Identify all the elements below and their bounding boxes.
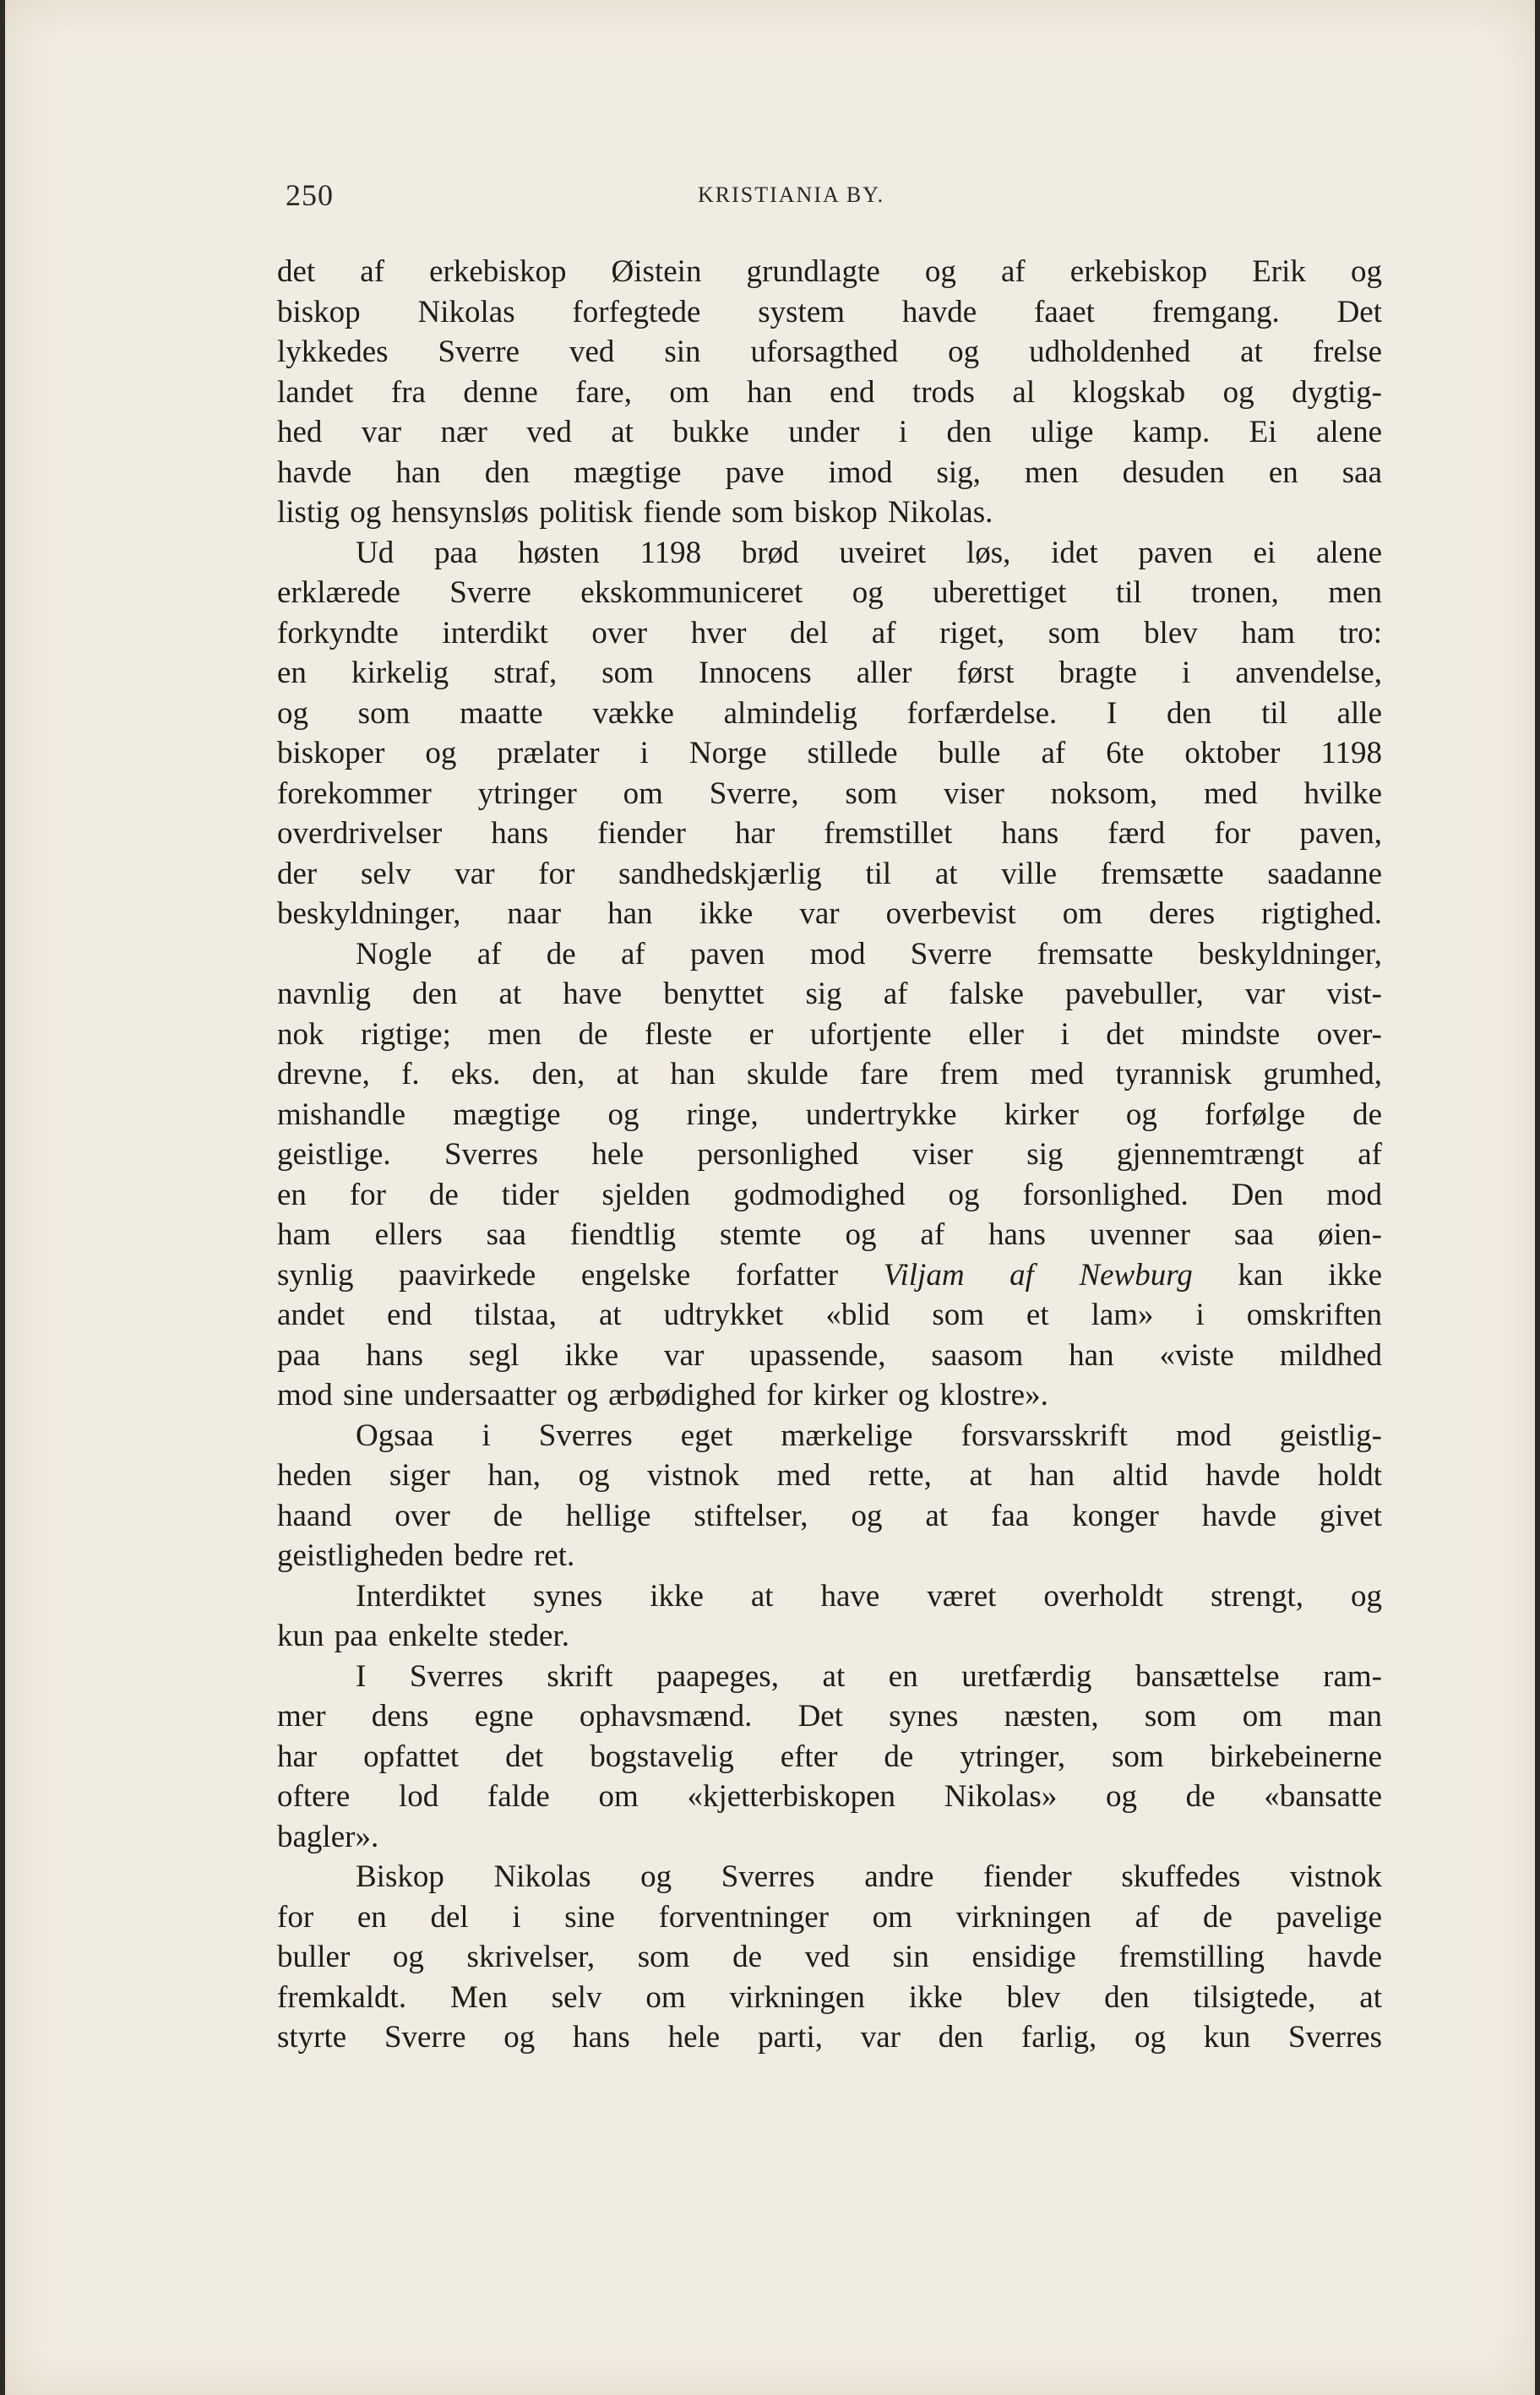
text-line: Nogle af de af paven mod Sverre fremsatte beskyldninger, (356, 936, 1382, 972)
body-text (277, 252, 1382, 2058)
text-line: en for de tider sjelden godmodighed og forsonlighed. Den mod (277, 1177, 1382, 1212)
text-line: oftere lod falde om «kjetterbiskopen Nikolas» og de «bansatte (277, 1779, 1382, 1814)
text-line: ham ellers saa fiendtlig stemte og af hans uvenner saa øien- (277, 1217, 1382, 1252)
text-line: heden siger han, og vistnok med rette, at han altid havde holdt (277, 1458, 1382, 1493)
text-line: der selv var for sandhedskjærlig til at ville fremsætte saadanne (277, 856, 1382, 891)
text-line: landet fra denne fare, om han end trods al klogskab og dygtig- (277, 374, 1382, 410)
text-line: andet end tilstaa, at udtrykket «blid som et lam» i omskriften (277, 1298, 1382, 1332)
text-line: nok rigtige; men de fleste er ufortjente eller i det mindste over- (277, 1016, 1382, 1052)
text-line: Ud paa høsten 1198 brød uveiret løs, idet paven ei alene (356, 535, 1382, 570)
running-title: KRISTIANIA BY. (698, 182, 885, 207)
text-line: I Sverres skrift paapeges, at en uretfærdig bansættelse ram- (356, 1658, 1382, 1694)
text-line: beskyldninger, naar han ikke var overbevist om deres rigtighed. (277, 896, 1382, 931)
text-line: mod sine undersaatter og ærbødighed for kirker og klostre». (277, 1378, 1048, 1413)
text-line: kun paa enkelte steder. (277, 1619, 569, 1653)
text-line: fremkaldt. Men selv om virkningen ikke blev den tilsigtede, at (277, 1979, 1382, 2015)
text-line: geistligheden bedre ret. (277, 1538, 575, 1573)
text-line: forkyndte interdikt over hver del af riget, som blev ham tro: (277, 615, 1382, 650)
text-line: navnlig den at have benyttet sig af falske pavebuller, var vist- (277, 977, 1382, 1011)
text-line: erklærede Sverre ekskommuniceret og uberettiget til tronen, men (277, 575, 1382, 610)
text-line: hed var nær ved at bukke under i den ulige kamp. Ei alene (277, 415, 1382, 449)
text-line: Ogsaa i Sverres eget mærkelige forsvarsskrift mod geistlig- (356, 1418, 1382, 1453)
text-line: det af erkebiskop Øistein grundlagte og af erkebiskop Erik og (277, 254, 1382, 289)
text-line: listig og hensynsløs politisk fiende som biskop Nikolas. (277, 495, 993, 530)
text-line: for en del i sine forventninger om virkningen af de pavelige (277, 1899, 1382, 1935)
text-line: forekommer ytringer om Sverre, som viser noksom, med hvilke (277, 776, 1382, 811)
book-page (5, 0, 1535, 2395)
text-line: bagler». (277, 1819, 379, 1854)
page-number: 250 (286, 178, 334, 212)
text-line: en kirkelig straf, som Innocens aller først bragte i anvendelse, (277, 656, 1382, 690)
text-segment: synlig paavirkede engelske forfatter (277, 1257, 884, 1293)
author-name-italic: Viljam af Newburg (883, 1257, 1193, 1293)
text-line: buller og skrivelser, som de ved sin ensidige fremstilling havde (277, 1940, 1382, 1974)
text-line: har opfattet det bogstavelig efter de ytringer, som birkebeinerne (277, 1739, 1382, 1774)
text-line: mer dens egne ophavsmænd. Det synes næsten, som om man (277, 1699, 1382, 1734)
text-line: overdrivelser hans fiender har fremstillet hans færd for paven, (277, 816, 1382, 851)
text-line: styrte Sverre og hans hele parti, var den farlig, og kun Sverres (277, 2020, 1382, 2055)
page-header (286, 177, 1384, 220)
text-line: og som maatte vække almindelig forfærdelse. I den til alle (277, 695, 1382, 731)
text-line: geistlige. Sverres hele personlighed viser sig gjennemtrængt af (277, 1137, 1382, 1172)
text-line: biskoper og prælater i Norge stillede bulle af 6te oktober 1198 (277, 736, 1382, 770)
text-line: Interdiktet synes ikke at have været overholdt strengt, og (356, 1578, 1382, 1614)
text-line: haand over de hellige stiftelser, og at faa konger havde givet (277, 1498, 1382, 1533)
text-line: biskop Nikolas forfegtede system havde faaet fremgang. Det (277, 294, 1382, 329)
text-line: lykkedes Sverre ved sin uforsagthed og udholdenhed at frelse (277, 335, 1382, 369)
text-line (277, 1255, 1382, 1296)
text-line: Biskop Nikolas og Sverres andre fiender skuffedes vistnok (356, 1859, 1382, 1894)
text-segment: kan ikke (1192, 1257, 1383, 1293)
text-line: drevne, f. eks. den, at han skulde fare frem med tyrannisk grumhed, (277, 1057, 1382, 1091)
text-line: mishandle mægtige og ringe, undertrykke kirker og forfølge de (277, 1097, 1382, 1132)
text-line: havde han den mægtige pave imod sig, men desuden en saa (277, 455, 1382, 490)
text-line: paa hans segl ikke var upassende, saasom han «viste mildhed (277, 1337, 1382, 1373)
